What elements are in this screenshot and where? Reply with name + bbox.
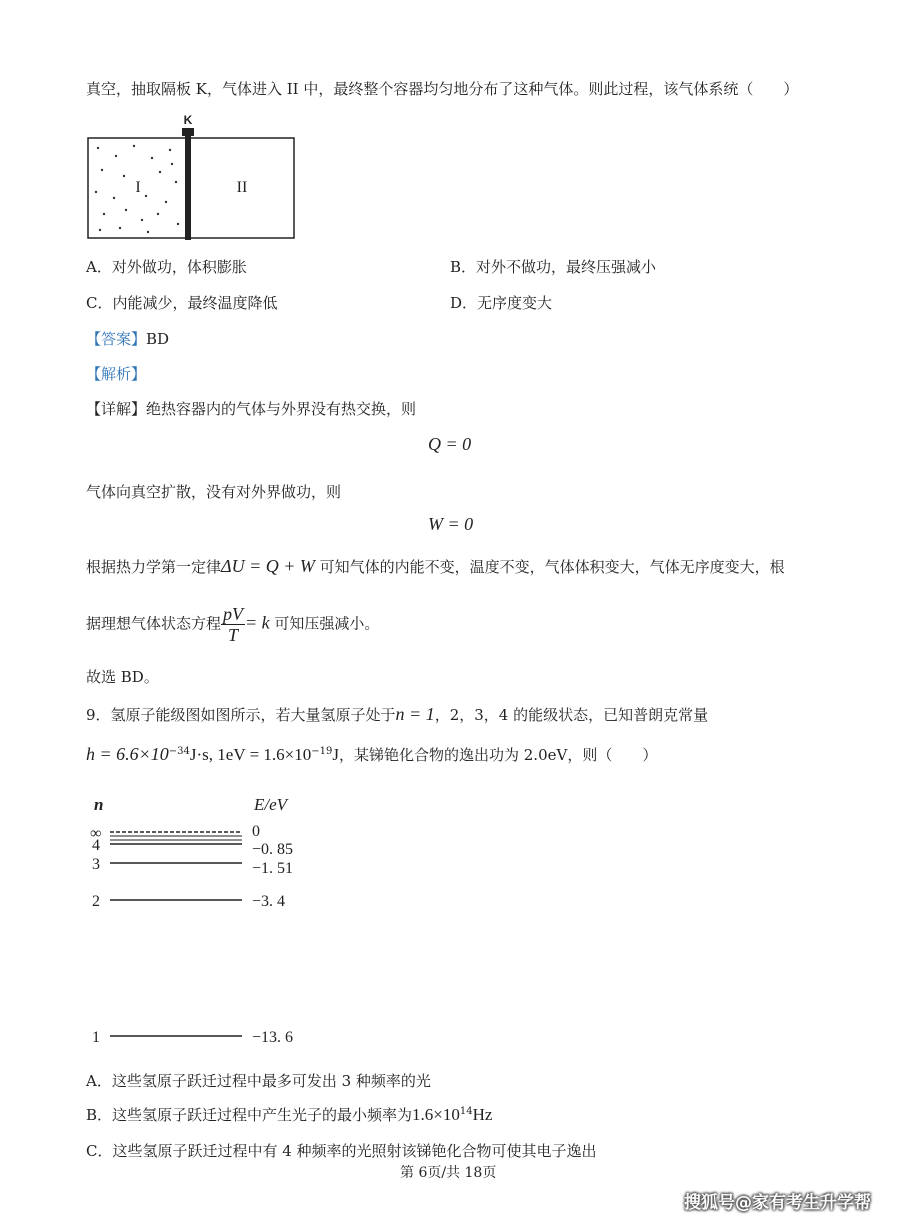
detail-line-1: 【详解】绝热容器内的气体与外界没有热交换，则: [86, 400, 417, 418]
k-label: K: [183, 113, 193, 127]
n-header: n: [94, 795, 104, 814]
container-figure: [86, 112, 298, 242]
option-d: D．无序度变大: [450, 294, 553, 312]
region-ii-label: II: [236, 179, 248, 196]
q9-option-c: C．这些氢原子跃迁过程中有 4 种频率的光照射该锑铯化合物可使其电子逸出: [86, 1142, 597, 1160]
page-footer: 第 6页/共 18页: [400, 1165, 497, 1181]
level-4-n: 4: [92, 837, 100, 854]
q9-line-1: 9．氢原子能级图如图所示，若大量氢原子处于n = 1，2，3，4 的能级状态，已知普朗克常量: [86, 704, 709, 724]
energy-header: E/eV: [254, 795, 288, 814]
level-1-n: 1: [92, 1029, 100, 1046]
detail-tag: 【详解】: [86, 400, 147, 418]
level-infinity-n: ∞: [90, 825, 102, 842]
analysis-tag: 【解析】: [86, 365, 147, 383]
level-4-e: −0. 85: [252, 841, 294, 858]
level-1-e: −13. 6: [252, 1029, 294, 1046]
answer-value: BD: [146, 330, 170, 348]
option-a: A．对外做功，体积膨胀: [86, 258, 247, 276]
partition-k: [185, 136, 191, 240]
conclusion: 故选 BD。: [86, 668, 159, 686]
option-b: B．对外不做功，最终压强减小: [450, 258, 657, 276]
detail-line-4: 据理想气体状态方程 $\frac{pV}{T}$ = k 可知压强减小。: [86, 604, 380, 645]
level-2-n: 2: [92, 893, 100, 910]
q9-line-2: $h = 6.6\times 10^{-34}J\cdot s$, $1eV = 1.6\times 10^{-19}J$，某锑铯化合物的逸出功为 2.0eV，则（ ）: [86, 744, 658, 764]
level-infinity-e: 0: [252, 823, 260, 840]
q9-option-a: A．这些氢原子跃迁过程中最多可发出 3 种频率的光: [86, 1072, 431, 1090]
energy-level-diagram: [86, 790, 326, 1052]
region-i-label: I: [135, 179, 141, 196]
level-3-n: 3: [92, 856, 100, 873]
level-2-e: −3. 4: [252, 893, 286, 910]
intro-text: 真空，抽取隔板 K，气体进入 II 中，最终整个容器均匀地分布了这种气体。则此过程，该气体系统（ ）: [86, 80, 799, 98]
first-law-equation: ΔU = Q + W: [221, 556, 315, 576]
equation-w: W = 0: [428, 514, 474, 534]
option-c: C．内能减少，最终温度降低: [86, 294, 278, 312]
equation-q: Q = 0: [428, 434, 472, 454]
detail-line-3: 根据热力学第一定律ΔU = Q + W 可知气体的内能不变，温度不变，气体体积变大，气体无序度变大，根: [86, 556, 785, 576]
watermark: 搜狐号@家有考生升学帮: [684, 1193, 871, 1213]
q9-option-b: B．这些氢原子跃迁过程中产生光子的最小频率为$1.6\times 10^{14}Hz$: [86, 1105, 493, 1124]
detail-line-2: 气体向真空扩散，没有对外界做功，则: [86, 483, 342, 501]
answer-tag: 【答案】: [86, 330, 147, 348]
answer-line: [86, 328, 169, 349]
level-3-e: −1. 51: [252, 860, 294, 877]
partition-handle: [182, 128, 194, 136]
state-equation-fraction: $\frac{pV}{T}$: [223, 604, 244, 645]
